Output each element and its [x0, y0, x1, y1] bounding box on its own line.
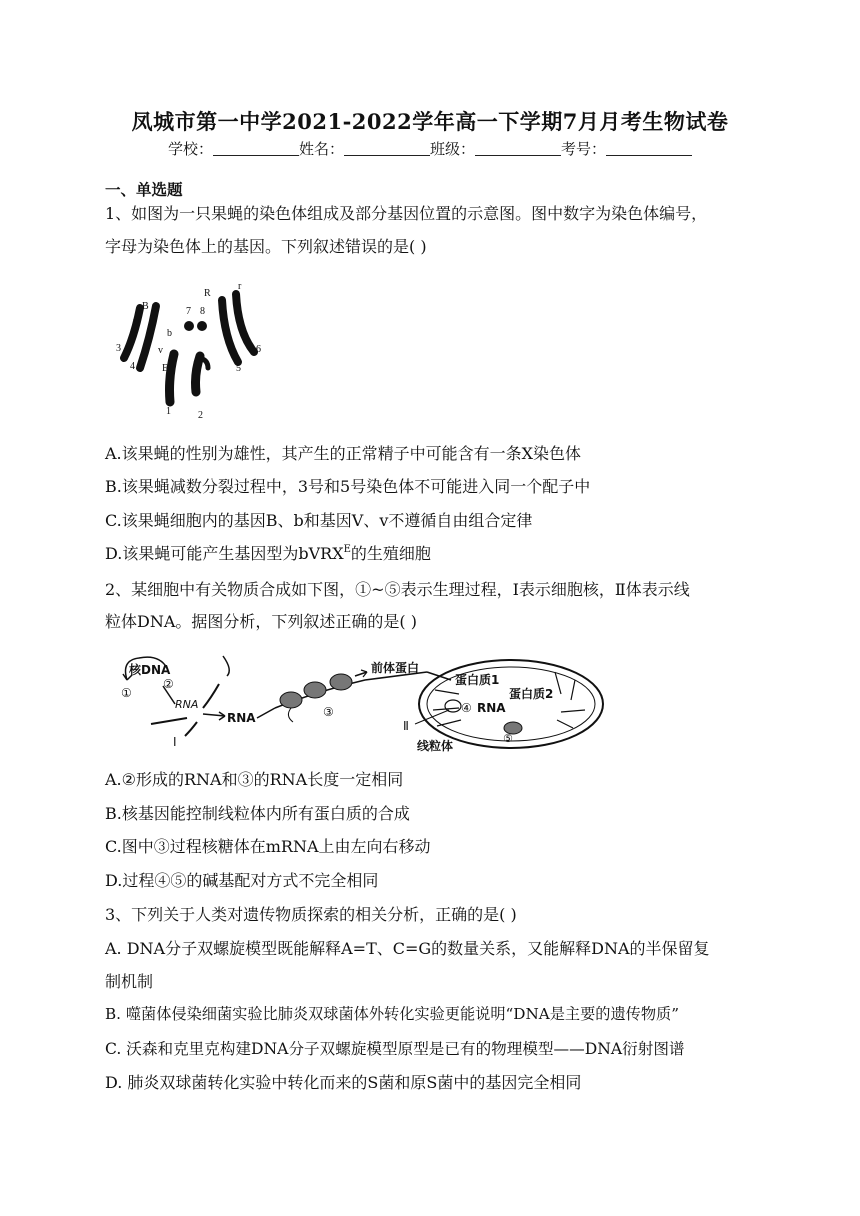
q1-option-d-suffix: 的生殖细胞 — [350, 544, 431, 563]
q1-stem-line-2: 字母为染色体上的基因。下列叙述错误的是( ) — [105, 237, 427, 256]
step-1-label: ① — [121, 686, 132, 700]
q2-option-c[interactable]: C.图中③过程核糖体在mRNA上由左向右移动 — [105, 837, 431, 856]
q1-chromosome-figure — [110, 278, 270, 423]
q2-stem-line-2: 粒体DNA。据图分析，下列叙述正确的是( ) — [105, 612, 417, 631]
mitochondrial-rna-label: RNA — [477, 701, 506, 715]
chromosome-6 — [236, 294, 254, 352]
exam-number-label: 考号： — [561, 140, 607, 158]
step-4-label: ④ — [461, 701, 472, 715]
nuclear-dna-label: 核DNA — [129, 663, 171, 677]
step-2-label: ② — [163, 677, 174, 691]
ribosome-2 — [304, 682, 326, 698]
protein-2-label: 蛋白质2 — [509, 687, 554, 701]
class-label: 班级： — [430, 140, 476, 158]
q2-option-d[interactable]: D.过程④⑤的碱基配对方式不完全相同 — [105, 871, 379, 890]
school-label: 学校： — [167, 140, 213, 158]
exam-title: 凤城市第一中学2021-2022学年高一下学期7月月考生物试卷 — [131, 109, 729, 134]
q1-option-b[interactable]: B.该果蝇减数分裂过程中，3号和5号染色体不可能进入同一个配子中 — [105, 477, 591, 496]
q1-option-c[interactable]: C.该果蝇细胞内的基因B、b和基因V、v不遵循自由组合定律 — [105, 511, 533, 530]
nucleus-label: Ⅰ — [173, 735, 177, 749]
q1-option-d-prefix: D.该果蝇可能产生基因型为bVRX — [105, 544, 344, 563]
section-heading: 一、单选题 — [105, 180, 183, 199]
q2-stem-line-1: 2、某细胞中有关物质合成如下图，①~⑤表示生理过程，Ⅰ表示细胞核，Ⅱ体表示线 — [105, 580, 690, 599]
gene-label-E: E — [162, 363, 169, 374]
name-blank[interactable] — [344, 141, 430, 156]
gene-label-v: v — [158, 345, 163, 356]
mitochondrion-label: 线粒体 — [417, 739, 454, 753]
gene-label-R: R — [204, 288, 211, 299]
school-blank[interactable] — [213, 141, 299, 156]
protein-1-label: 蛋白质1 — [455, 673, 500, 687]
name-label: 姓名： — [298, 140, 344, 158]
q3-option-b[interactable]: B. 噬菌体侵染细菌实验比肺炎双球菌体外转化实验更能说明“DNA是主要的遗传物质” — [105, 1005, 679, 1023]
chromosome-8 — [197, 321, 207, 331]
nucleus-rna-label: RNA — [175, 698, 199, 711]
gene-label-V: V — [133, 318, 141, 329]
chromosome-number-5: 5 — [236, 363, 241, 374]
step-5-label: ⑤ — [503, 732, 513, 745]
chromosome-number-6: 6 — [256, 344, 261, 355]
q1-stem-line-1: 1、如图为一只果蝇的染色体组成及部分基因位置的示意图。图中数字为染色体编号， — [105, 204, 708, 223]
chromosome-number-8: 8 — [200, 306, 205, 317]
q3-option-c[interactable]: C. 沃森和克里克构建DNA分子双螺旋模型原型是已有的物理模型——DNA衍射图谱 — [105, 1040, 685, 1058]
chromosome-3 — [124, 308, 140, 358]
class-blank[interactable] — [475, 141, 561, 156]
gene-label-r: r — [238, 281, 242, 292]
precursor-protein-label: 前体蛋白 — [371, 661, 420, 675]
step-3-label: ③ — [323, 705, 334, 719]
chromosome-1 — [170, 354, 175, 402]
q3-option-a-line-2[interactable]: 制机制 — [105, 972, 154, 991]
chromosome-number-3: 3 — [116, 343, 121, 354]
rna-label: RNA — [227, 711, 256, 725]
q3-option-d[interactable]: D. 肺炎双球菌转化实验中转化而来的S菌和原S菌中的基因完全相同 — [105, 1073, 582, 1092]
gene-label-b: b — [167, 328, 172, 339]
q1-option-d-superscript: E — [343, 544, 351, 555]
gene-label-B: B — [142, 301, 149, 312]
mitochondrial-dna-label: Ⅱ — [403, 719, 409, 733]
student-info-line — [0, 138, 860, 159]
q2-protein-synthesis-figure — [115, 650, 610, 756]
ribosome-1 — [280, 692, 302, 708]
q3-option-a-line-1[interactable]: A. DNA分子双螺旋模型既能解释A=T、C=G的数量关系，又能解释DNA的半保留复 — [105, 939, 710, 958]
exam-number-blank[interactable] — [606, 141, 692, 156]
chromosome-number-2: 2 — [198, 410, 203, 421]
q1-option-d[interactable] — [105, 541, 431, 564]
q1-option-a[interactable]: A.该果蝇的性别为雄性，其产生的正常精子中可能含有一条X染色体 — [105, 444, 582, 463]
chromosome-number-7: 7 — [186, 306, 191, 317]
chromosome-number-4: 4 — [130, 361, 135, 372]
chromosome-7 — [184, 321, 194, 331]
q3-stem: 3、下列关于人类对遗传物质探索的相关分析，正确的是( ) — [105, 905, 517, 924]
q2-option-a[interactable]: A.②形成的RNA和③的RNA长度一定相同 — [105, 770, 404, 789]
ribosome-3 — [330, 674, 352, 690]
chromosome-2 — [196, 356, 201, 392]
chromosome-number-1: 1 — [166, 406, 171, 417]
q2-option-b[interactable]: B.核基因能控制线粒体内所有蛋白质的合成 — [105, 804, 410, 823]
